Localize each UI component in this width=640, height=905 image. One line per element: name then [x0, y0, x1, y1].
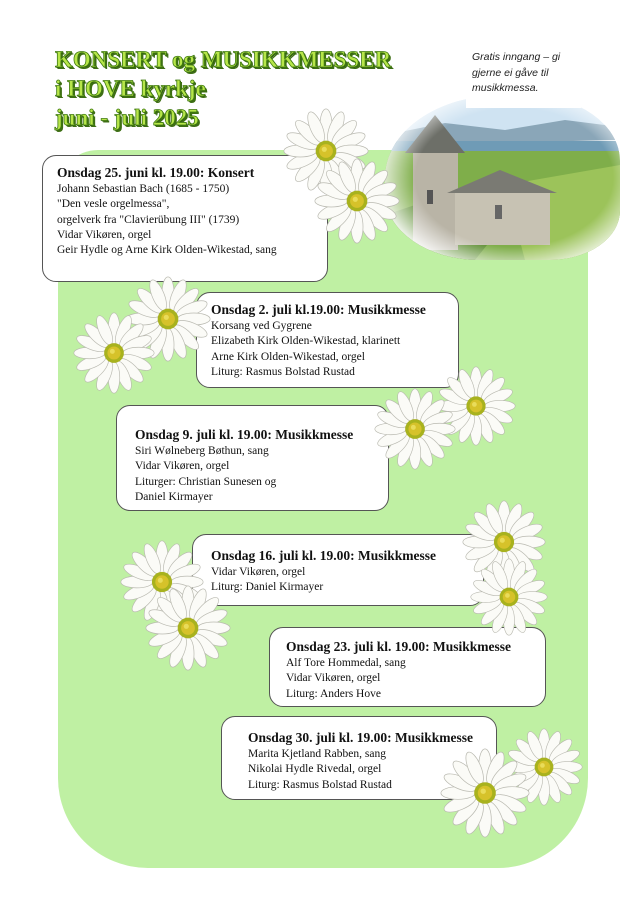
- event-line: Arne Kirk Olden-Wikestad, orgel: [211, 350, 365, 363]
- event-line: Vidar Vikøren, orgel: [211, 566, 306, 578]
- event-heading: Onsdag 23. juli kl. 19.00: Musikkmesse: [286, 639, 512, 654]
- church-photo: [385, 95, 620, 260]
- event-line: Vidar Vikøren, orgel: [57, 228, 152, 241]
- title-line-3: juni - juli 2025: [55, 105, 199, 130]
- title-line-2: i HOVE kyrkje: [55, 76, 206, 101]
- event-line: Vidar Vikøren, orgel: [286, 672, 381, 685]
- event-card-4: [192, 534, 484, 606]
- event-line: Liturg: Rasmus Bolstad Rustad: [211, 365, 355, 378]
- daisy-flower-icon: [73, 312, 155, 394]
- event-line: Elizabeth Kirk Olden-Wikestad, klarinett: [211, 335, 401, 348]
- event-line: Vidar Vikøren, orgel: [135, 460, 230, 473]
- event-line: Geir Hydle og Arne Kirk Olden-Wikestad, sang: [57, 244, 277, 257]
- event-card-3: [116, 405, 389, 511]
- event-line: Siri Wølneberg Bøthun, sang: [135, 445, 269, 457]
- daisy-flower-icon: [314, 158, 400, 244]
- event-line: Liturg: Rasmus Bolstad Rustad: [248, 778, 392, 791]
- daisy-flower-icon: [470, 558, 548, 636]
- event-heading: Onsdag 2. juli kl.19.00: Musikkmesse: [211, 302, 426, 317]
- event-line: Liturger: Christian Sunesen og: [135, 475, 277, 488]
- event-heading: Onsdag 9. juli kl. 19.00: Musikkmesse: [135, 427, 354, 442]
- event-line: Korsang ved Gygrene: [211, 320, 312, 332]
- event-card-5: [269, 627, 546, 707]
- event-heading: Onsdag 16. juli kl. 19.00: Musikkmesse: [211, 548, 437, 563]
- daisy-flower-icon: [374, 388, 456, 470]
- event-line: Liturg: Daniel Kirmayer: [211, 581, 324, 594]
- daisy-flower-icon: [145, 585, 231, 671]
- note-line-3: musikkmessa.: [472, 82, 539, 94]
- note-line-2: gjerne ei gåve til: [472, 66, 549, 79]
- event-line: Nikolai Hydle Rivedal, orgel: [248, 763, 382, 776]
- event-line: Liturg: Anders Hove: [286, 687, 381, 700]
- free-entry-note: [466, 46, 581, 108]
- event-line: Daniel Kirmayer: [135, 490, 213, 503]
- event-line: Alf Tore Hommedal, sang: [286, 657, 406, 669]
- daisy-flower-icon: [440, 748, 530, 838]
- title-line-1: KONSERT og MUSIKKMESSER: [55, 47, 392, 72]
- event-heading: Onsdag 25. juni kl. 19.00: Konsert: [57, 165, 255, 180]
- event-card-2: [196, 292, 459, 388]
- event-line: orgelverk fra "Clavierübung III" (1739): [57, 213, 240, 226]
- event-line: Johann Sebastian Bach (1685 - 1750): [57, 183, 230, 195]
- event-heading: Onsdag 30. juli kl. 19.00: Musikkmesse: [248, 730, 474, 745]
- note-line-1: Gratis inngang – gi: [472, 51, 561, 63]
- event-line: "Den vesle orgelmessa",: [57, 198, 170, 211]
- event-line: Marita Kjetland Rabben, sang: [248, 748, 386, 760]
